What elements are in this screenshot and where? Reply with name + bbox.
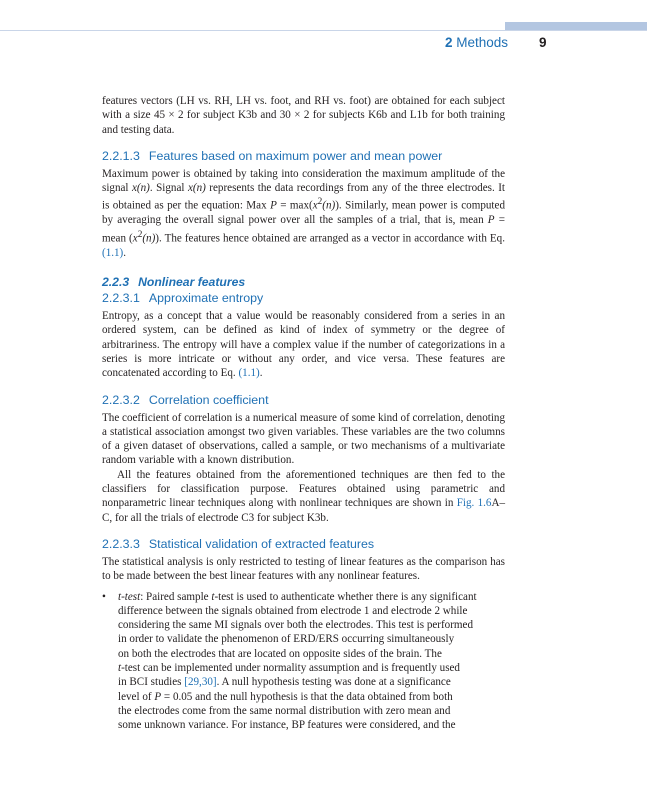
paragraph-feature-vectors <box>102 94 505 137</box>
math-x: x <box>312 200 318 213</box>
math-superscript: 2 <box>137 229 143 240</box>
text-run: : Paired sample <box>140 590 212 603</box>
list-item-t-test <box>102 590 505 733</box>
heading-number: 2.2.3.2 <box>102 392 140 407</box>
equation-link[interactable]: (1.1) <box>238 367 260 380</box>
text-run: = 0.05 and the null hypothesis is that the data obtained from both <box>161 690 453 703</box>
heading-title: Correlation coefficient <box>148 392 269 407</box>
text-run: Maximum power is obtained by taking into consideration the maximum amplitude of the signal <box>102 167 505 195</box>
heading-number: 2.2.1.3 <box>102 148 140 163</box>
math-p: P <box>154 690 162 703</box>
heading-number: 2.2.3.1 <box>102 291 140 306</box>
math-x-n: x(n) <box>131 182 150 195</box>
term-t-test: t-test <box>118 590 141 603</box>
heading-number: 2.2.3 <box>102 275 130 290</box>
math-t: t <box>211 590 215 603</box>
text-run: The statistical analysis is only restricted to testing of linear features as the comparison has to be made between the best linear features with any nonlinear features. <box>102 555 505 583</box>
list-line: some unknown variance. For instance, BP features were considered, and the <box>118 719 456 732</box>
text-run: The coefficient of correlation is a numerical measure of some kind of correlation, denoting a statistical association amongst two given variables. These variables are the two columns of a given dataset of observations, called a sample, or two mechanisms of a multivariate random variable with a known distribution. <box>102 411 505 467</box>
running-head-title: Methods <box>456 35 509 50</box>
text-run: ). The features hence obtained are arranged as a vector in accordance with Eq. <box>155 232 505 245</box>
text-run: represents the data recordings from any of the three electrodes. It is obtained as per the equation: Max <box>102 182 505 213</box>
list-line <box>118 675 505 689</box>
heading-title: Approximate entropy <box>148 291 264 306</box>
figure-link[interactable]: Fig. 1.6 <box>456 497 492 510</box>
page-number: 9 <box>539 35 547 50</box>
heading-2-2-1-3 <box>102 149 505 163</box>
text-run: . A null hypothesis testing was done at a significance <box>216 676 451 689</box>
list-line: considering the same MI signals over both the electrodes. This test is performed <box>118 619 474 632</box>
text-run: -test can be implemented under normality assumption and is frequently used <box>121 661 460 674</box>
math-x: x <box>132 232 138 245</box>
math-p: P <box>487 214 495 227</box>
text-run: in BCI studies <box>118 676 185 689</box>
running-head-number: 2 <box>445 35 453 50</box>
heading-title: Features based on maximum power and mean power <box>148 148 443 163</box>
list-line: the electrodes come from the same normal distribution with zero mean and <box>118 704 451 717</box>
paragraph-approximate-entropy <box>102 309 505 380</box>
list-line <box>118 690 505 704</box>
heading-title: Nonlinear features <box>138 275 246 290</box>
text-run: Entropy, as a concept that a value would be reasonably considered from a series in an ordered system, can be defined as kind of index of symmetry or the degree of arbitrariness. The entropy will have a complex value if the number of categorizations in a series is more intricate or without any order, and vice versa. These features are concatenated according to Eq. <box>102 310 505 380</box>
bullet-list <box>102 590 505 733</box>
page-body <box>102 94 505 732</box>
heading-number: 2.2.3.3 <box>102 536 140 551</box>
header-rule <box>0 30 647 31</box>
text-run: = max( <box>276 200 313 213</box>
math-x-n: x(n) <box>187 182 206 195</box>
heading-2-2-3 <box>102 275 505 289</box>
text-run: A–C, for all the trials of electrode C3 for subject K3b. <box>102 497 505 524</box>
paragraph-max-mean-power <box>102 167 505 260</box>
bullet-icon: • <box>102 590 106 603</box>
text-run: level of <box>118 690 155 703</box>
text-run: All the features obtained from the aforementioned techniques are then fed to the classifiers for classification purpose. Features obtained using parametric and nonparametric linear techniques along with nonlinear techniques are shown in <box>102 468 505 510</box>
list-line: difference between the signals obtained from electrode 1 and electrode 2 while <box>118 604 468 617</box>
citation-link[interactable]: [29,30] <box>184 676 217 689</box>
heading-2-2-3-1 <box>102 291 505 305</box>
math-superscript: 2 <box>317 197 323 208</box>
text-run: -test is used to authenticate whether there is any significant <box>214 590 477 603</box>
math-t: t <box>118 661 122 674</box>
text-run: . Signal <box>149 182 188 195</box>
math-n: (n) <box>322 200 336 213</box>
heading-title: Statistical validation of extracted features <box>148 536 375 551</box>
text-run: . <box>123 246 127 259</box>
equation-link[interactable]: (1.1) <box>102 246 124 259</box>
list-line: in order to validate the phenomenon of ERD/ERS occurring simultaneously <box>118 633 455 646</box>
text-run: features vectors (LH vs. RH, LH vs. foot, and RH vs. foot) are obtained for each subject with a size 45 × 2 for subject K3b and 30 × 2 for subjects K6b and L1b for both training and testing data. <box>102 95 505 136</box>
paragraph-features-classifiers <box>102 468 505 525</box>
math-n: (n) <box>142 232 156 245</box>
text-run: ). Similarly, mean power is computed by averaging the overall signal power over all the samples of a trial, that is, mean <box>102 200 505 227</box>
heading-2-2-3-2 <box>102 393 505 407</box>
list-line <box>118 661 505 675</box>
math-p: P <box>270 200 277 213</box>
text-run: . <box>259 367 263 380</box>
running-head <box>445 35 508 50</box>
paragraph-correlation-coefficient <box>102 411 505 468</box>
text-run: = mean ( <box>102 214 506 245</box>
list-line <box>118 590 505 604</box>
heading-2-2-3-3 <box>102 537 505 551</box>
list-line: on both the electrodes that are located on opposite sides of the brain. The <box>118 647 442 660</box>
paragraph-statistical-analysis <box>102 555 505 584</box>
